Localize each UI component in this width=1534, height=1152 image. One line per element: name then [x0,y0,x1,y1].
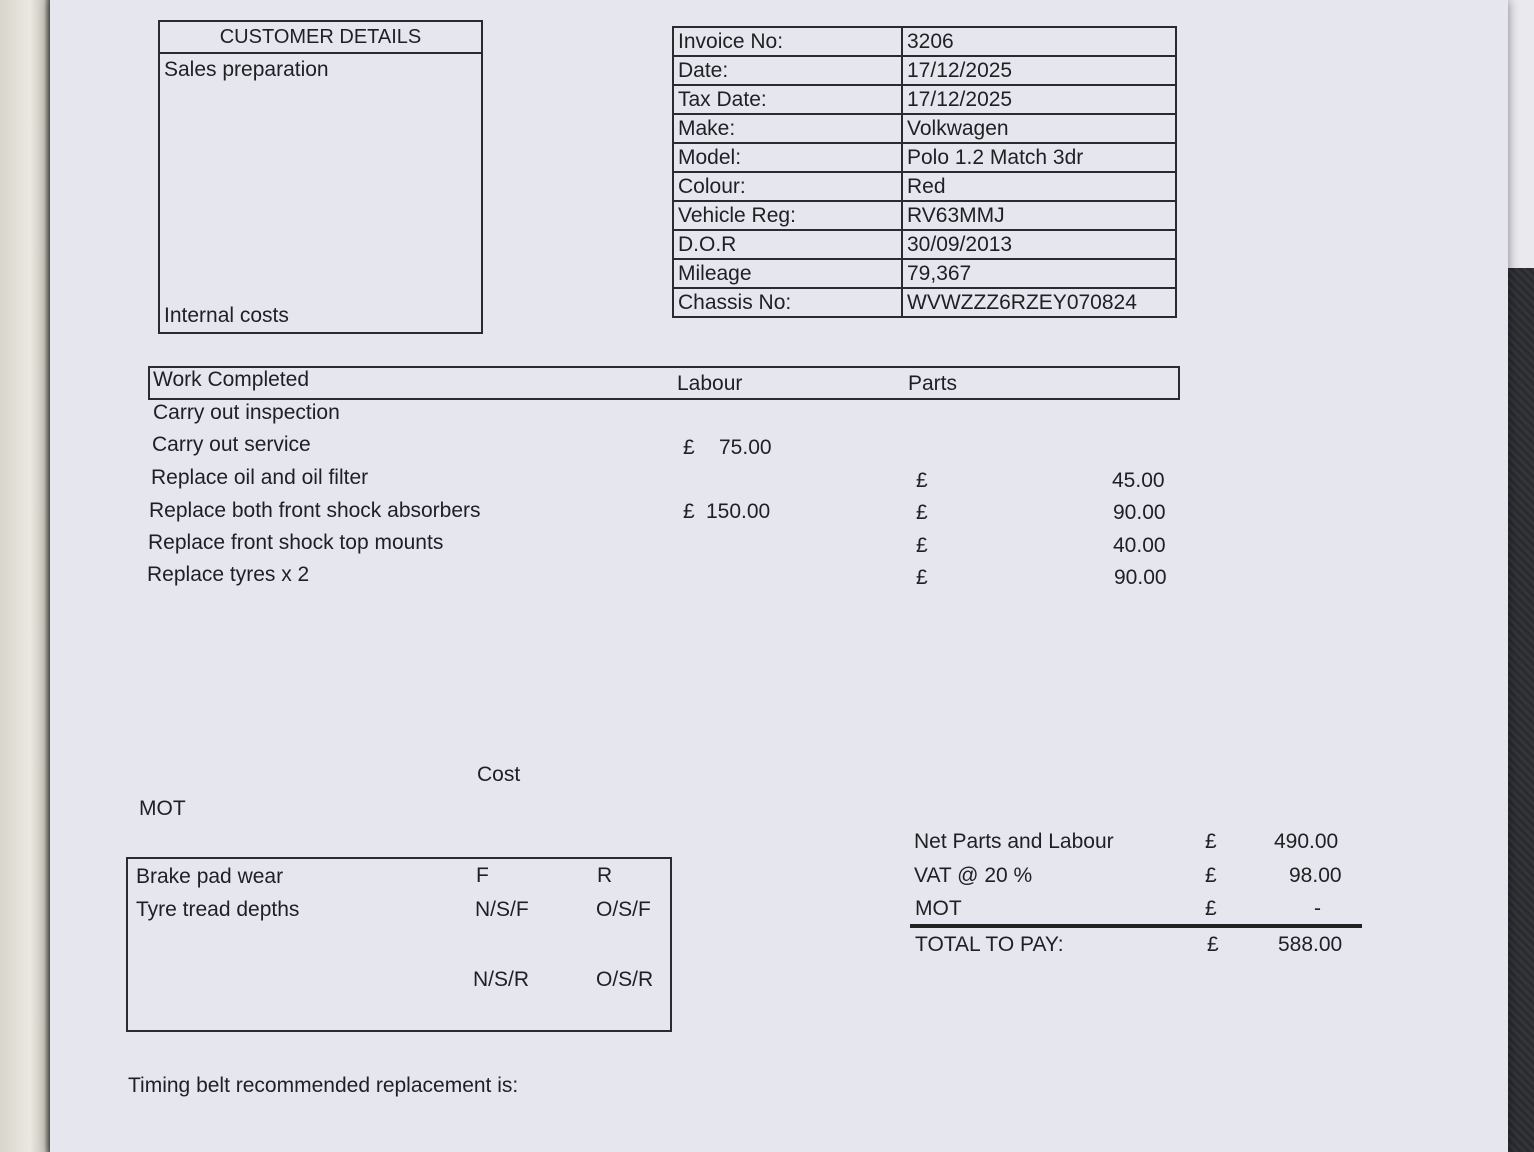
invoice-row [673,27,1176,56]
work-item-description: Carry out service [152,433,311,456]
tyre-osr-label: O/S/R [596,968,654,991]
invoice-field-value: 3206 [902,27,1176,56]
parts-currency: £ [916,566,928,589]
invoice-field-label: Tax Date: [673,85,902,114]
invoice-field-label: Make: [673,114,902,143]
invoice-sheet [50,0,1508,1152]
tyre-tread-label: Tyre tread depths [136,898,300,921]
parts-currency: £ [916,501,928,524]
invoice-field-value: WVWZZZ6RZEY070824 [902,288,1176,317]
invoice-row [673,288,1176,317]
invoice-field-label: Model: [673,143,902,172]
work-header-label: Work Completed [153,368,310,391]
mot-label: MOT [139,797,186,820]
invoice-row [673,259,1176,288]
customer-details-heading: CUSTOMER DETAILS [160,22,481,54]
tyre-nsr-label: N/S/R [473,968,530,991]
parts-amount: 90.00 [1114,566,1167,589]
invoice-row [673,56,1176,85]
invoice-field-value: 79,367 [902,259,1176,288]
invoice-field-value: Volkwagen [902,114,1176,143]
invoice-field-label: Mileage [673,259,902,288]
work-item-description: Replace both front shock absorbers [149,499,481,522]
parts-currency: £ [916,469,928,492]
invoice-field-value: 17/12/2025 [902,85,1176,114]
parts-amount: 90.00 [1113,501,1166,524]
left-paper-edge [0,0,54,1152]
invoice-field-value: Polo 1.2 Match 3dr [902,143,1176,172]
customer-note: Internal costs [164,304,289,327]
invoice-field-label: D.O.R [673,230,902,259]
total-divider [910,924,1362,928]
work-item-description: Replace front shock top mounts [148,531,444,554]
brake-front-label: F [476,864,489,887]
total-to-pay-currency: £ [1207,933,1219,956]
invoice-field-value: 30/09/2013 [902,230,1176,259]
invoice-row [673,143,1176,172]
invoice-field-label: Colour: [673,172,902,201]
tyre-nsf-label: N/S/F [475,898,529,921]
net-total-label: Net Parts and Labour [914,830,1114,853]
work-item-description: Replace tyres x 2 [147,563,310,586]
invoice-row [673,201,1176,230]
timing-belt-note: Timing belt recommended replacement is: [128,1074,519,1097]
invoice-row [673,230,1176,259]
vat-label: VAT @ 20 % [914,864,1033,887]
invoice-row [673,114,1176,143]
parts-amount: 40.00 [1113,534,1166,557]
parts-currency: £ [916,534,928,557]
work-item-description: Replace oil and oil filter [151,466,369,489]
mot-total-label: MOT [915,897,962,920]
parts-header-label: Parts [908,372,958,395]
work-item-description: Carry out inspection [153,401,340,424]
labour-amount: 150.00 [706,500,771,523]
invoice-details-table [672,26,1177,318]
invoice-field-label: Date: [673,56,902,85]
mot-total-value: - [1314,897,1321,920]
total-to-pay-value: 588.00 [1278,933,1343,956]
labour-currency: £ [683,436,695,459]
labour-currency: £ [683,500,695,523]
labour-header-label: Labour [677,372,743,395]
tyre-osf-label: O/S/F [596,898,651,921]
mot-total-currency: £ [1205,897,1217,920]
invoice-field-label: Chassis No: [673,288,902,317]
customer-details-box [158,20,483,334]
invoice-row [673,85,1176,114]
mot-cost-label: Cost [477,763,521,786]
brake-pad-wear-label: Brake pad wear [136,865,284,888]
invoice-field-value: 17/12/2025 [902,56,1176,85]
net-total-currency: £ [1205,830,1217,853]
labour-amount: 75.00 [719,436,772,459]
invoice-field-label: Invoice No: [673,27,902,56]
invoice-field-label: Vehicle Reg: [673,201,902,230]
invoice-row [673,172,1176,201]
brake-rear-label: R [597,864,613,887]
customer-name: Sales preparation [164,58,329,81]
net-total-value: 490.00 [1274,830,1339,853]
invoice-field-value: Red [902,172,1176,201]
invoice-field-value: RV63MMJ [902,201,1176,230]
vat-currency: £ [1205,864,1217,887]
total-to-pay-label: TOTAL TO PAY: [915,933,1064,956]
parts-amount: 45.00 [1112,469,1165,492]
vat-value: 98.00 [1289,864,1342,887]
